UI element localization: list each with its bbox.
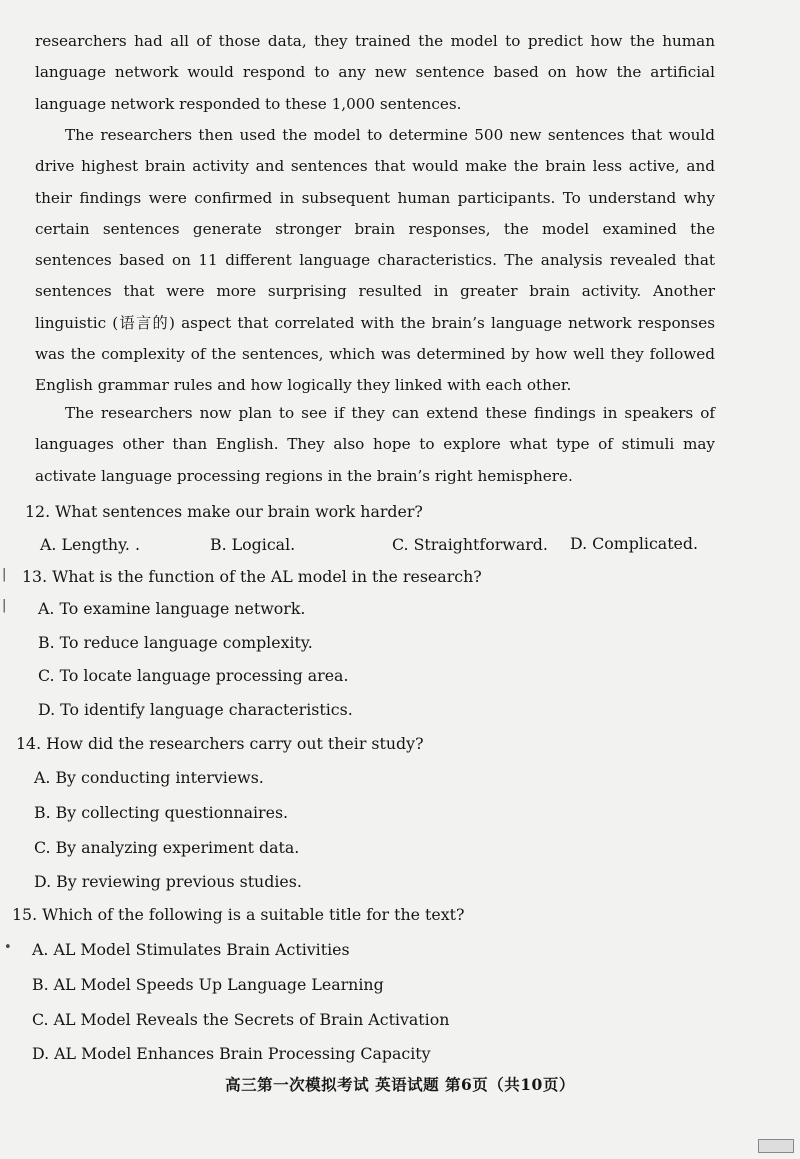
- question-13-stem: 13. What is the function of the AL model in the research?: [22, 567, 482, 586]
- question-12-option-d[interactable]: D. Complicated.: [570, 534, 699, 553]
- page-footer: 高三第一次模拟考试 英语试题 第6页（共10页）: [225, 1075, 575, 1094]
- passage-paragraph-3: The researchers now plan to see if they can extend these findings in speakers of languages other than English. They also hope to explore what type of stimuli may activate language processing regions in the brain’s right hemisphere.: [35, 404, 715, 485]
- passage-paragraph-2: The researchers then used the model to determine 500 new sentences that would drive highest brain activity and sentences that would make the brain less active, and their findings were confirmed in subsequent human participants. To understand why certain sentences generate stronger brain responses, the model examined the sentences based on 11 different language characteristics. The analysis revealed that sentences that were more surprising resulted in greater brain activity. Another linguistic (语言的) aspect that correlated with the brain’s language network responses was the complexity of the sentences, which was determined by how well they followed English grammar rules and how logically they linked with each other.: [35, 126, 715, 395]
- question-12-option-a[interactable]: A. Lengthy. .: [40, 535, 140, 554]
- question-13-option-a[interactable]: A. To examine language network.: [38, 599, 306, 618]
- question-15-stem: 15. Which of the following is a suitable title for the text?: [12, 905, 465, 924]
- margin-mark: •: [4, 940, 12, 955]
- question-13-option-c[interactable]: C. To locate language processing area.: [38, 666, 349, 685]
- question-15-option-d[interactable]: D. AL Model Enhances Brain Processing Capacity: [32, 1044, 431, 1063]
- margin-mark: |: [2, 598, 7, 613]
- question-14-option-b[interactable]: B. By collecting questionnaires.: [34, 803, 289, 822]
- question-12-option-c[interactable]: C. Straightforward.: [392, 535, 548, 554]
- scanner-watermark-stamp: [758, 1139, 794, 1153]
- passage-paragraph-1-continued: researchers had all of those data, they trained the model to predict how the human language network would respond to any new sentence based on how the artificial language network responded to these 1,000 sentences.: [35, 32, 715, 113]
- question-15-option-c[interactable]: C. AL Model Reveals the Secrets of Brain Activation: [32, 1010, 450, 1029]
- question-14-option-c[interactable]: C. By analyzing experiment data.: [34, 838, 300, 857]
- question-14-stem: 14. How did the researchers carry out their study?: [16, 734, 424, 753]
- question-12-stem: 12. What sentences make our brain work harder?: [25, 502, 423, 521]
- question-13-option-d[interactable]: D. To identify language characteristics.: [38, 700, 353, 719]
- margin-mark: |: [2, 567, 7, 582]
- question-15-option-a[interactable]: A. AL Model Stimulates Brain Activities: [32, 940, 350, 959]
- question-13-option-b[interactable]: B. To reduce language complexity.: [38, 633, 313, 652]
- question-14-option-a[interactable]: A. By conducting interviews.: [34, 768, 264, 787]
- question-14-option-d[interactable]: D. By reviewing previous studies.: [34, 872, 302, 891]
- question-12-option-b[interactable]: B. Logical.: [210, 535, 296, 554]
- question-15-option-b[interactable]: B. AL Model Speeds Up Language Learning: [32, 975, 384, 994]
